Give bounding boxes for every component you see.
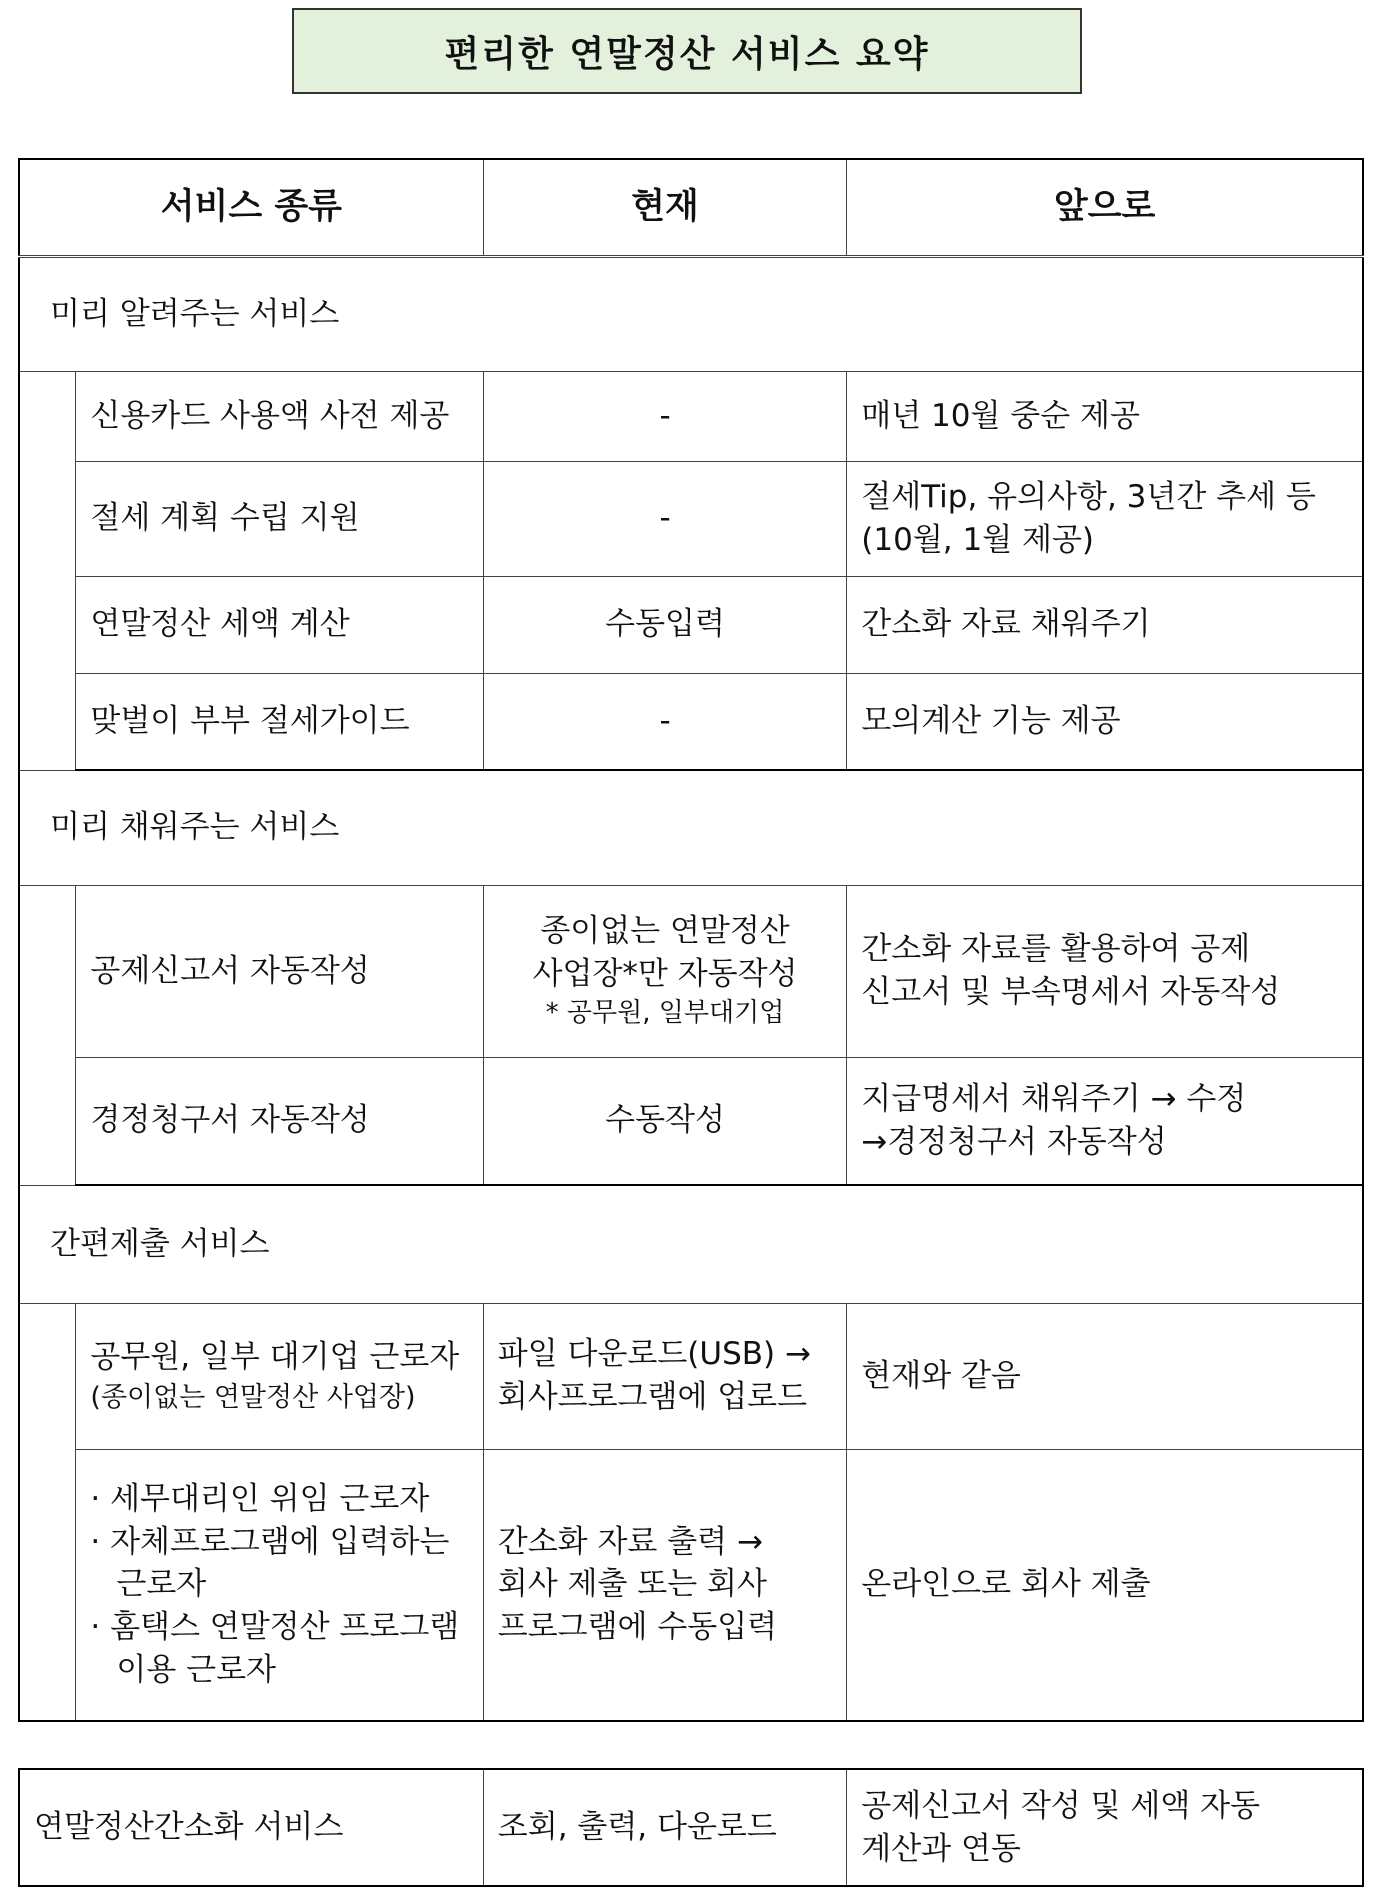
- row-current: -: [483, 371, 847, 461]
- row-future: 매년 10월 중순 제공: [847, 371, 1363, 461]
- table-row: [19, 461, 1363, 576]
- row-future: 지급명세서 채워주기 → 수정 →경정청구서 자동작성: [847, 1057, 1363, 1185]
- row-current: 수동입력: [483, 576, 847, 673]
- list-item: · 자체프로그램에 입력하는 근로자: [90, 1523, 450, 1603]
- section-header-submit: [19, 1185, 1363, 1303]
- row-name: 연말정산 세액 계산: [76, 576, 483, 673]
- table-row: [19, 1303, 1363, 1449]
- simplified-service-table: [18, 1768, 1364, 1887]
- table-row: [19, 1057, 1363, 1185]
- row-current: 종이없는 연말정산 사업장*만 자동작성 * 공무원, 일부대기업: [483, 885, 847, 1057]
- row-future: 간소화 자료 채워주기: [847, 576, 1363, 673]
- section-label: 간편제출 서비스: [19, 1185, 1363, 1303]
- service-summary-table: [18, 158, 1364, 1722]
- list-item: · 세무대리인 위임 근로자: [90, 1480, 430, 1517]
- list-item: · 홈택스 연말정산 프로그램 이용 근로자: [90, 1609, 460, 1688]
- row-name: 공제신고서 자동작성: [76, 885, 483, 1057]
- header-current: 현재: [483, 159, 847, 256]
- row-current: -: [483, 461, 847, 576]
- row-name: 신용카드 사용액 사전 제공: [76, 371, 483, 461]
- header-row: [19, 159, 1363, 256]
- footnote: * 공무원, 일부대기업: [545, 997, 785, 1028]
- row-future: 절세Tip, 유의사항, 3년간 추세 등 (10월, 1월 제공): [847, 461, 1363, 576]
- row-name: 절세 계획 수립 지원: [76, 461, 483, 576]
- section-header-prefill: [19, 770, 1363, 885]
- page-title: 편리한 연말정산 서비스 요약: [292, 8, 1082, 94]
- section-label: 미리 알려주는 서비스: [19, 256, 1363, 371]
- row-name: [76, 1449, 483, 1721]
- row-name: 경정청구서 자동작성: [76, 1057, 483, 1185]
- section-label: 미리 채워주는 서비스: [19, 770, 1363, 885]
- row-current: 간소화 자료 출력 → 회사 제출 또는 회사 프로그램에 수동입력: [483, 1449, 847, 1721]
- row-name: 맞벌이 부부 절세가이드: [76, 673, 483, 770]
- row-name: 공무원, 일부 대기업 근로자 (종이없는 연말정산 사업장): [76, 1303, 483, 1449]
- header-future: 앞으로: [847, 159, 1363, 256]
- row-future: 간소화 자료를 활용하여 공제 신고서 및 부속명세서 자동작성: [847, 885, 1363, 1057]
- table-row: [19, 673, 1363, 770]
- table-row: [19, 885, 1363, 1057]
- row-future: 공제신고서 작성 및 세액 자동 계산과 연동: [847, 1769, 1363, 1886]
- row-future: 온라인으로 회사 제출: [847, 1449, 1363, 1721]
- row-future: 모의계산 기능 제공: [847, 673, 1363, 770]
- section-header-notify: [19, 256, 1363, 371]
- row-future: 현재와 같음: [847, 1303, 1363, 1449]
- header-service-type: 서비스 종류: [19, 159, 483, 256]
- row-current: 파일 다운로드(USB) → 회사프로그램에 업로드: [483, 1303, 847, 1449]
- row-current: -: [483, 673, 847, 770]
- row-name: 연말정산간소화 서비스: [19, 1769, 483, 1886]
- row-current: 조회, 출력, 다운로드: [483, 1769, 846, 1886]
- table-row: [19, 576, 1363, 673]
- table-row: [19, 1769, 1363, 1886]
- row-current: 수동작성: [483, 1057, 847, 1185]
- table-row: [19, 1449, 1363, 1721]
- table-row: [19, 371, 1363, 461]
